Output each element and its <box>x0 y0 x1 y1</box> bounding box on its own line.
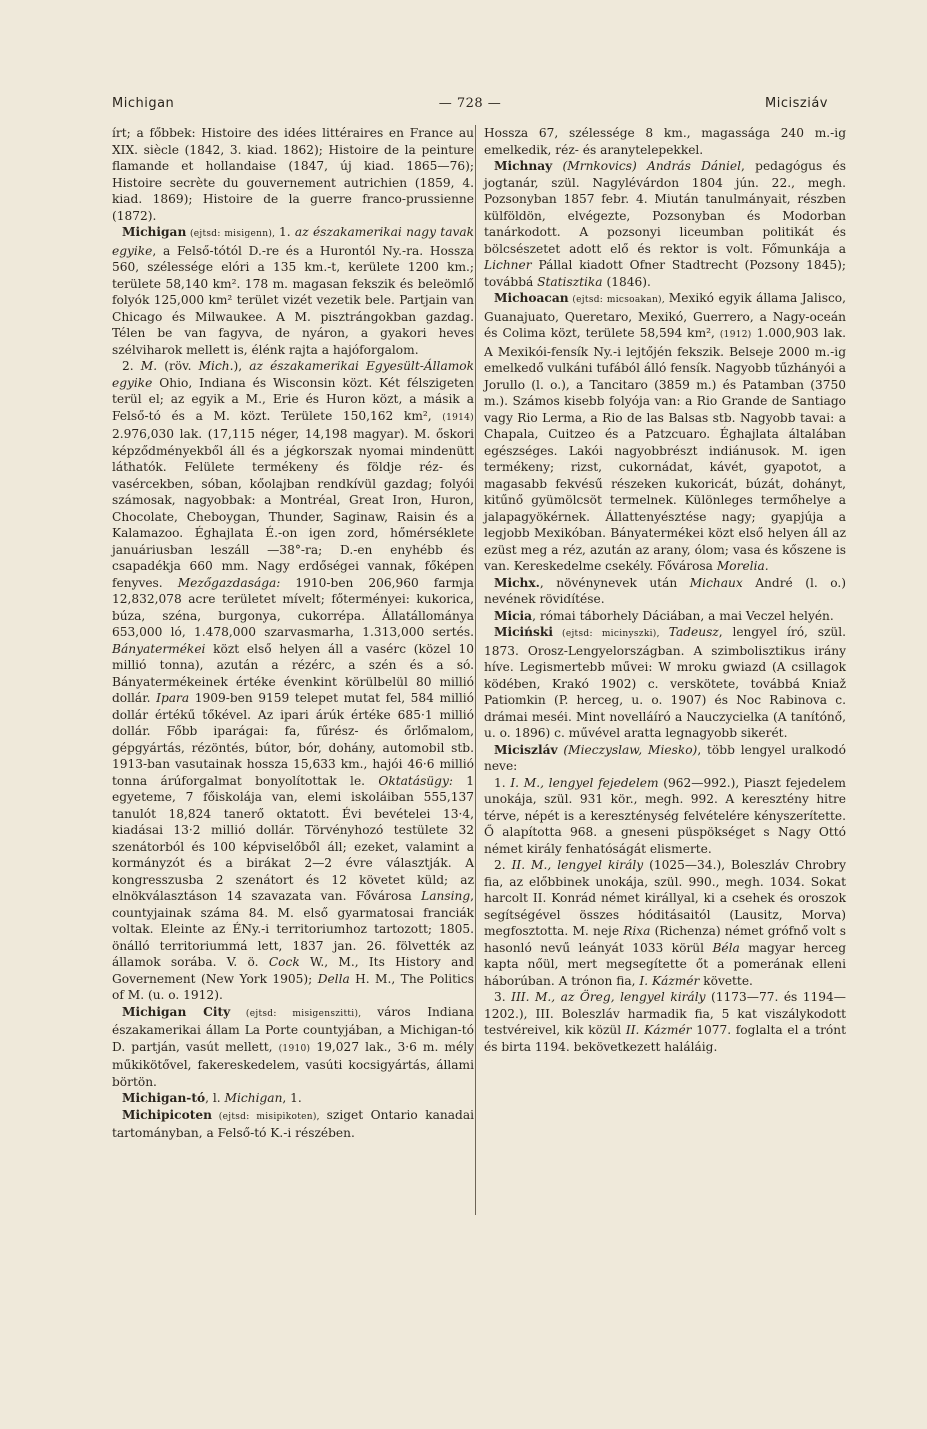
entry-text: 1909-ben 9159 telepet mutat fel, 584 millió dollár értékű tőkével. Az ipari árúk értéke 685·1 millió dollár. Főbb iparágai: fa, fűrész- és őrlőmalom, gépgyártás, rézöntés, bútor, bór, dohány, automobil stb. 1913-ban vasutainak hossza 15,633 km., hajói 46·6 millió tonna árúforgalmat bonyolítottak le. <box>112 691 474 788</box>
entry-paragraph <box>484 989 846 1055</box>
italic-term: (Mrnkovics) András Dániel <box>562 159 741 173</box>
entry-text: André (l. o.) nevének rövidítése. <box>484 575 846 606</box>
italic-term: Statisztika <box>537 274 603 289</box>
entry-text: , l. <box>205 1091 225 1105</box>
entry-text: ), <box>233 359 250 373</box>
entry-text: 2.976,030 lak. (17,115 néger, 14,198 magyar). M. őskori képződményekből áll és a jégkorszak nyomai mindenütt láthatók. Felülete termékeny és földje réz- és vasércekben, sóban, kőolajban rendkívül gazdag; folyói számosak, nagyobbak: a Montréal, Great Iron, Huron, Chocolate, Cheboygan, Thunder, Saginaw, Raisin és a Kalamazoo. Éghajlata É.-on igen zord, hőmérséklete januáriusban leszáll —38°-ra; D.-en enyhébb és csapadékja 660 mm. Nagy erdőségei vannak, főképen fenyves. <box>112 427 474 590</box>
italic-term: Lichner <box>484 258 532 272</box>
italic-term: Bányatermékei <box>112 641 206 656</box>
entry-paragraph <box>484 575 846 608</box>
headword: Miciński <box>494 625 553 639</box>
entry-paragraph <box>112 1107 474 1142</box>
headword: Michigan-tó <box>122 1091 206 1105</box>
italic-term: Tadeusz <box>668 625 719 639</box>
entry-text: , lengyel író, szül. 1873. Orosz-Lengyelországban. A szimbolisztikus irány híve. Legismertebb művei: W mroku gwiazd (A csillagok ködében, Krakó 1902) c. verskötete, továbbá Kniaž Patiomkin (P. herceg, u. o. 1907) és Noc Rabinova c. drámai meséi. Mint novelláíró a Nauczycielka (A tanítónő, u. o. 1896) c. művével aratta legnagyobb sikerét. <box>484 625 846 740</box>
entry-paragraph <box>112 1004 474 1091</box>
italic-term: Oktatásügy: <box>378 773 453 788</box>
entry-text: város Indiana északamerikai állam La Porte countyjában, a Michigan-tó D. partján, vasút mellett, <box>112 1004 474 1054</box>
italic-term: Ipara <box>156 691 190 705</box>
left-column <box>112 125 474 1142</box>
entry-text: 1. <box>494 775 511 790</box>
entry-text: Pállal kiadott Ofner Stadtrecht (Pozsony 1845); továbbá <box>484 258 846 289</box>
entry-text: , countyjainak száma 84. M. első gyarmatosai franciák voltak. Eleinte az ÉNy.-i territoriumhoz tartozott; 1805. önálló territoriummá lett, 1837 jan. 26. fölvették az államok sorába. V. ö. <box>112 889 474 969</box>
entry-text: (Richenza) német grófnő volt s hasonló nevű leányát 1033 körül <box>484 924 847 955</box>
entry-text: , római táborhely Dáciában, a mai Veczel helyén. <box>532 608 834 623</box>
entry-text: 2. <box>494 858 512 872</box>
pronunciation-note: (1910) <box>278 1043 311 1054</box>
column-divider <box>475 125 476 1215</box>
entry-paragraph <box>484 857 846 989</box>
headword: Miciszláv <box>494 742 558 757</box>
italic-term: II. Kázmér <box>625 1023 692 1037</box>
italic-term: Lansing <box>421 889 471 903</box>
italic-term: (Mieczyslaw, Miesko) <box>563 742 698 757</box>
entry-paragraph <box>112 1090 474 1107</box>
running-header <box>112 96 828 116</box>
entry-text: 3. <box>494 990 512 1004</box>
entry-text: Ohio, Indiana és Wisconsin közt. Két félszigeten terül el; az egyik a M., Erie és Huron közt, a másik a Felső-tó és a M. közt. Területe 150,162 km², <box>112 375 474 423</box>
header-right-keyword: Micisziáv <box>765 96 828 111</box>
page-number: — 728 — <box>438 96 502 111</box>
entry-text: (962—992.), Piaszt fejedelem unokája, szül. 931 kör., megh. 992. A keresztény hitre térve, népét is a kereszténység felvételére kényszerítette. Ő alapította 968. a gneseni püspökséget s Nagy Ottó német király fenhatóságát elismerte. <box>484 775 846 856</box>
entry-text <box>552 159 562 173</box>
entry-paragraph <box>484 125 846 158</box>
italic-term: Mich. <box>198 359 234 373</box>
header-left-keyword: Michigan <box>112 96 175 111</box>
italic-term: Della <box>317 971 350 986</box>
entry-text: , pedagógus és jogtanár, szül. Nagylévárdon 1804 jún. 22., megh. Pozsonyban 1857 febr. 4. Miután tanulmányait, részben külföldön, elvégezte, Pozsonyban és Modorban tanárkodott. A pozsonyi liceumban politikát és bölcsészetet adott elő és rektor is volt. Főmunkája a <box>484 159 846 256</box>
entry-text: H. M., The Politics of M. (u. o. 1912). <box>112 971 474 1002</box>
entry-text: magyar herceg kapta nőül, mert megsegítette őt a pomerának elleni háborúban. A trónon fia, <box>484 940 847 988</box>
entry-text: (1025—34.), Boleszláv Chrobry fia, az előbbinek unokája, szül. 990., megh. 1034. Sokat harcolt II. Konrád német királlyal, ki a csehek és oroszok segítségével összes hóditásaitól (Lausitz, Morva) megfosztotta. M. neje <box>484 858 846 938</box>
entry-text: , több lengyel uralkodó neve: <box>484 742 847 773</box>
italic-term: Cock <box>268 955 300 969</box>
entry-paragraph <box>112 224 474 358</box>
entry-text: 2. <box>122 359 141 373</box>
entry-text: közt első helyen áll a vasérc (közel 10 millió tonna), azután a rézérc, a szén és a só. Bányatermékeinek értéke évenkint körülbelül 80 millió dollár. <box>112 641 474 705</box>
pronunciation-note: (ejtsd: micinyszki), <box>552 629 669 639</box>
headword: Micia <box>494 608 533 623</box>
pronunciation-note: (ejtsd: misigenn), <box>186 229 279 239</box>
entry-paragraph <box>484 775 846 858</box>
entry-paragraph <box>484 742 846 775</box>
italic-term: Béla <box>712 940 740 955</box>
entry-paragraph <box>484 290 846 575</box>
entry-text: követte. <box>699 973 753 988</box>
pronunciation-note: (1914) <box>442 412 474 423</box>
italic-term: az északamerikai Egyesült-Államok egyike <box>112 359 474 390</box>
entry-text: 1077. foglalta el a trónt és birta 1194. bekövetkezett haláláig. <box>484 1023 846 1054</box>
italic-term: az északamerikai nagy tavak egyike <box>112 225 474 258</box>
italic-term: III. M., az Öreg, lengyel király <box>511 990 706 1004</box>
italic-term: Morelia. <box>716 559 769 573</box>
pronunciation-note: (ejtsd: misipikoten), <box>211 1111 327 1122</box>
entry-text: (röv. <box>157 359 199 373</box>
entry-paragraph <box>484 624 846 742</box>
right-column <box>484 125 846 1055</box>
entry-text: W., M., Its History and Governement (New York 1905); <box>112 955 474 986</box>
entry-text: sziget Ontario kanadai tartományban, a Felső-tó K.-i részében. <box>112 1107 474 1140</box>
italic-term: I. M., lengyel fejedelem <box>510 775 659 790</box>
pronunciation-note: (ejtsd: misigenszitti), <box>230 1008 378 1019</box>
italic-term: Mezőgazdasága: <box>177 575 281 590</box>
italic-term: Michaux <box>689 575 743 590</box>
headword: Michx. <box>494 575 540 590</box>
entry-text: , a Felső-tótól D.-re és a Hurontól Ny.-ra. Hossza 560, szélessége elóri a 135 km.-t, kerülete 1200 km.; területe 58,140 km². 178 m. magasan fekszik és beleömlő folyók 125,000 km² terület vizét vezetik bele. Partjain van Chicago és Milwaukee. A M. pisztrángokban gazdag. Télen be van fagyva, de nyáron, a gyakori heves szélviharok mellett is, élénk rajta a hajóforgalom. <box>112 243 474 357</box>
entry-paragraph <box>112 358 474 1004</box>
italic-term: Michigan <box>224 1091 283 1105</box>
entry-text: Mexikó egyik állama Jalisco, Guanajuato, Queretaro, Mexikó, Guerrero, a Nagy-oceán és Colima közt, területe 58,594 km², <box>484 291 846 340</box>
entry-paragraph <box>112 125 474 224</box>
pronunciation-note: (1912) <box>719 330 752 340</box>
headword: Michigan City <box>122 1004 231 1019</box>
headword: Michoacan <box>494 291 569 305</box>
entry-text: 19,027 lak., 3·6 m. mély műkikötővel, fakereskedelem, vasúti kocsigyártás, állami börtön. <box>112 1039 474 1089</box>
italic-term: Rixa <box>623 924 651 938</box>
entry-text: (1846). <box>602 274 651 289</box>
entry-text: írt; a főbbek: Histoire des idées littéraires en France au XIX. siècle (1842, 3. kiad. 1862); Histoire de la peinture flamande et hollandaise (1847, új kiad. 1865—76); Histoire secrète du gouvernement autrichien (1859, 4. kiad. 1869); Histoire de la guerre franco-prussienne (1872). <box>112 126 474 223</box>
entry-text: (1173—77. és 1194—1202.), III. Boleszláv harmadik fia, 5 kat viszálykodott testvéreivel, kik közül <box>484 990 846 1037</box>
entry-text: , 1. <box>282 1091 302 1105</box>
italic-term: II. M., lengyel király <box>511 858 644 872</box>
entry-paragraph <box>484 608 846 625</box>
italic-term: M. <box>140 359 158 373</box>
italic-term: I. Kázmér <box>639 973 700 988</box>
entry-text: , növénynevek után <box>539 575 690 590</box>
entry-text: 1910-ben 206,960 farmja 12,832,078 acre területet mívelt; főterményei: kukorica, búza, széna, burgonya, cukorrépa. Állatállománya 653,000 ló, 1.478,000 szarvasmarha, 1.313,000 sertés. <box>112 575 474 639</box>
headword: Michnay <box>494 159 553 173</box>
entry-text: 1.000,903 lak. A Mexikói-fensík Ny.-i lejtőjén fekszik. Belseje 2000 m.-ig emelkedő vulkáni tufából álló fensík. Nagyobb tűzhányói a Jorullo (l. o.), a Tancitaro (3859 m.) és Patamban (3750 m.). Számos kisebb folyója van: a Rio Grande de Santiago vagy Rio Lerma, a Rio de las Balsas stb. Nagyobb tavai: a Chapala, Cuitzeo és a Patzcuaro. Éghajlata általában egészséges. Lakói nagyobbrészt indiánusok. M. igen termékeny; rizst, cukornádat, kávét, gyapotot, a magasabb fekvésű részeken kukoricát, búzát, dohányt, kitűnő gyümölcsöt termelnek. Különleges termőhelye a jalapagyökérnek. Állattenyésztése nagy; gyapjúja a legjobb Mexikóban. Bányatermékei közt első helyen áll az ezüst meg a réz, azután az arany, ólom; vasa és kőszene is van. Kereskedelme csekély. Fővárosa <box>484 326 846 573</box>
entry-text: 1 egyeteme, 7 főiskolája van, elemi iskoláiban 555,137 tanulót 18,824 tanerő oktatott. Évi bevételei 13·4, kiadásai 13·2 millió dollár. Törvényhozó testülete 32 szenátorból és 100 képviselőből áll; ezeket, valamint a kormányzót és a birákat 2—2 évre választják. A kongresszusba 2 szenátort és 12 követet küld; az elnökválasztáson 14 szavazata van. Fővárosa <box>112 773 474 903</box>
entry-text: Hossza 67, szélessége 8 km., magassága 240 m.-ig emelkedik, réz- és aranytelepekkel. <box>484 126 846 157</box>
headword: Michigan <box>122 225 187 239</box>
pronunciation-note: (ejtsd: micsoakan), <box>568 295 669 305</box>
entry-paragraph <box>484 158 846 290</box>
headword: Michipicoten <box>122 1107 212 1122</box>
entry-text: 1. <box>278 225 295 239</box>
